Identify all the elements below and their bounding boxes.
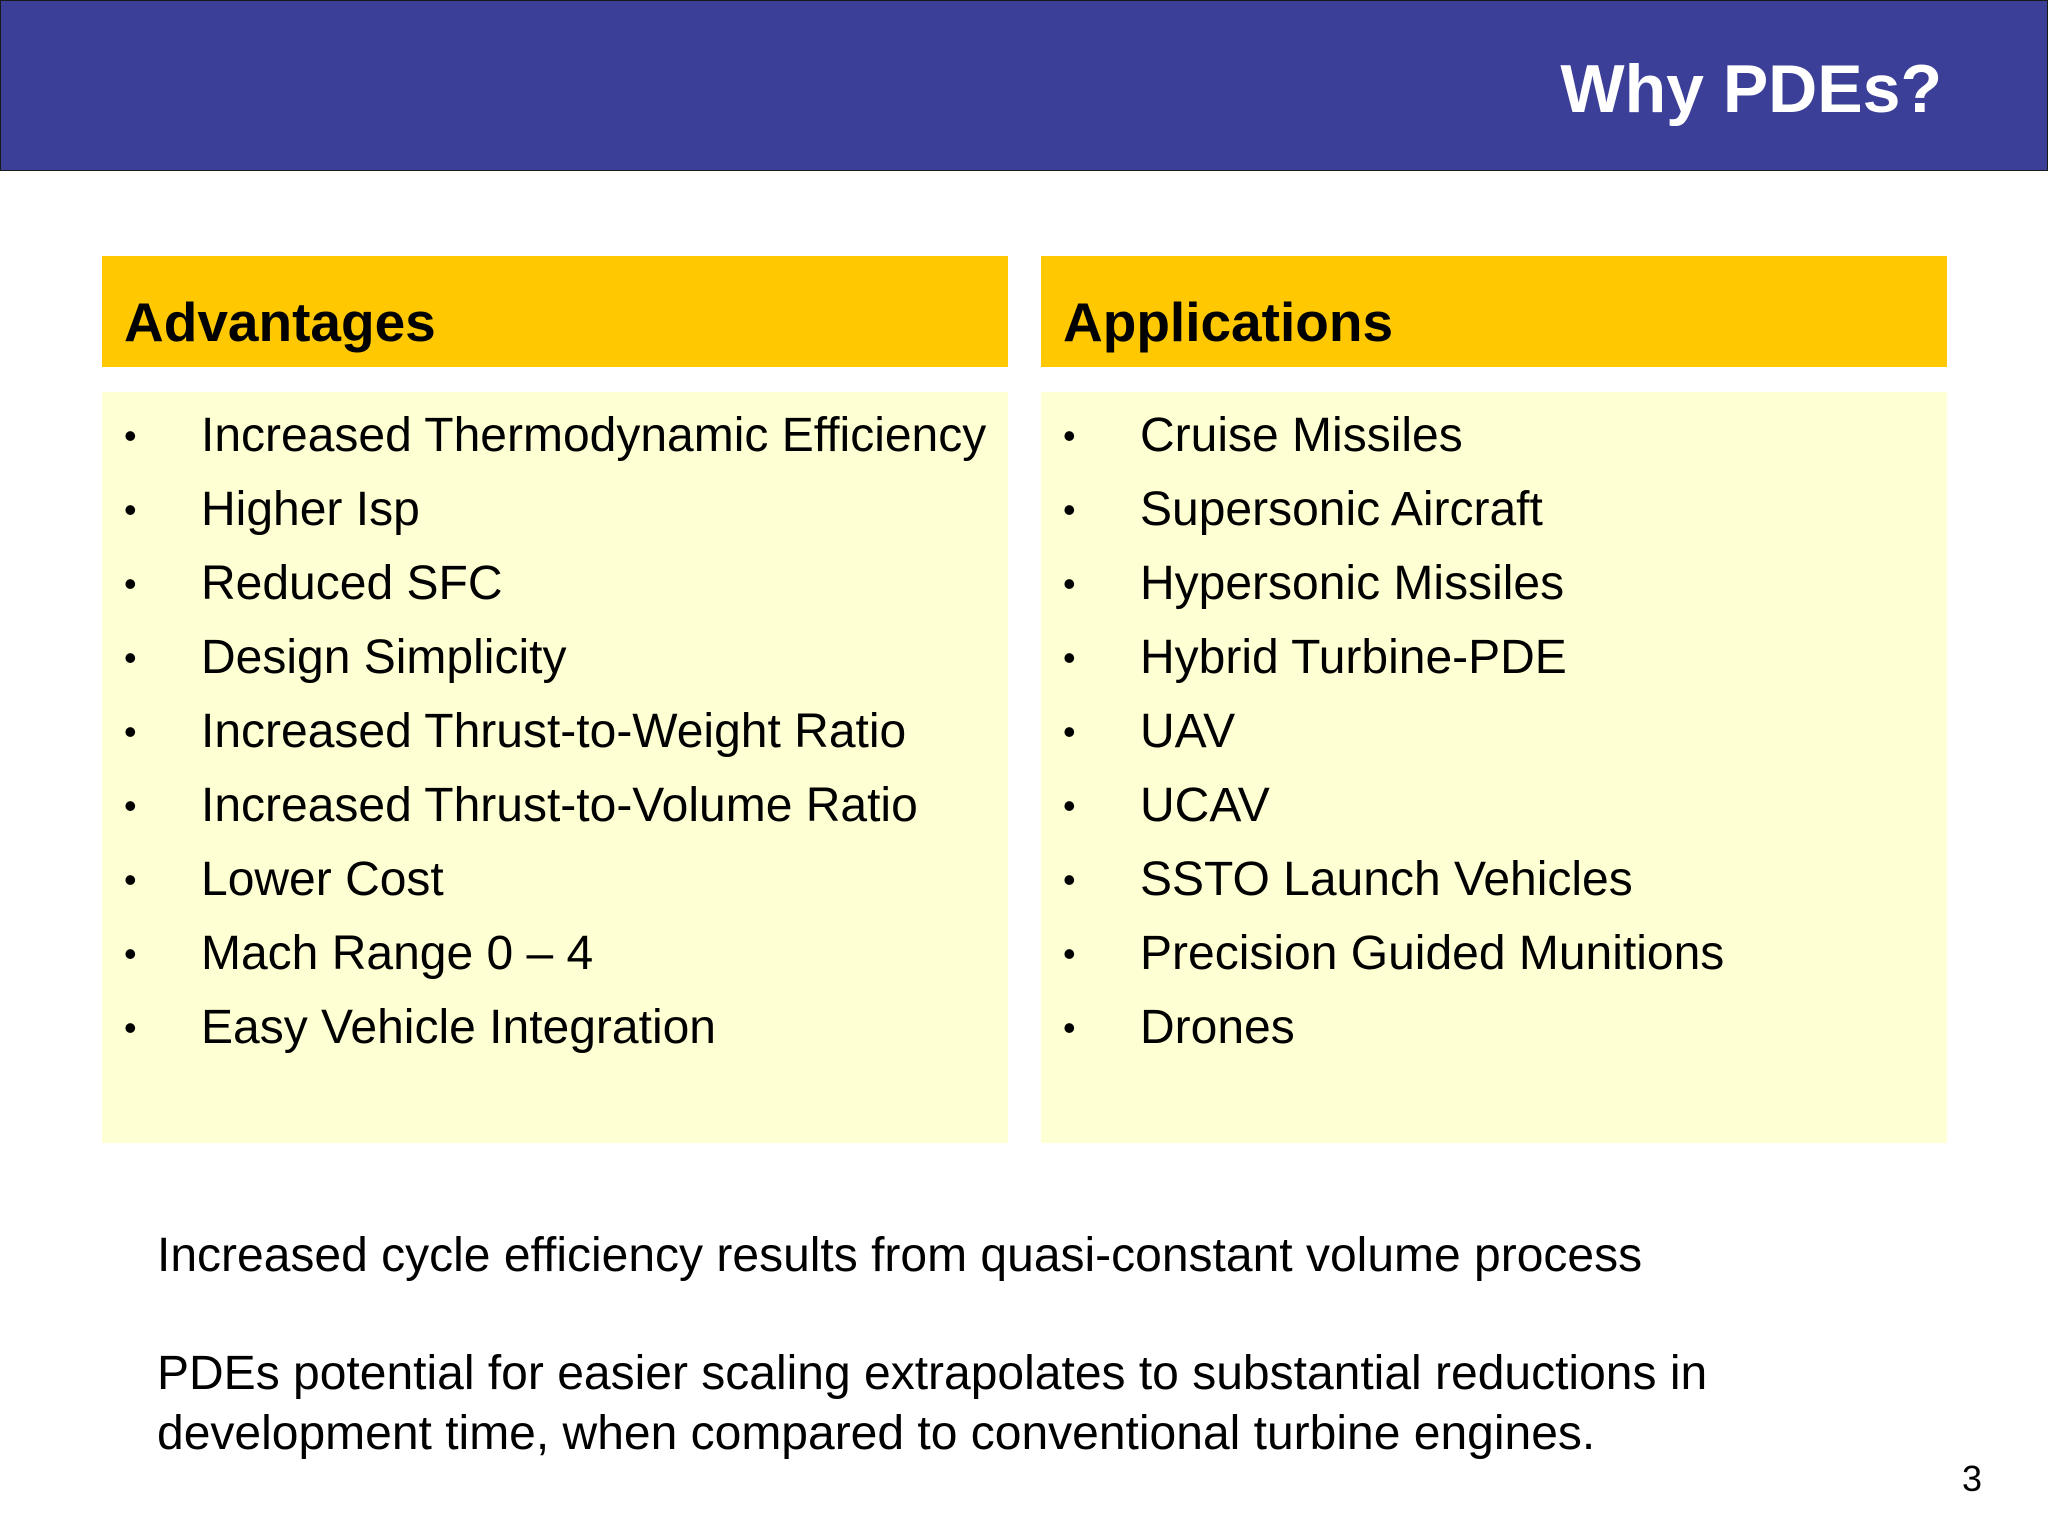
advantages-heading: Advantages	[124, 291, 436, 353]
list-item	[102, 480, 1008, 540]
list-item-text: Mach Range 0 – 4	[201, 927, 594, 980]
list-item-text: Easy Vehicle Integration	[201, 1001, 716, 1054]
bullet-icon: •	[124, 489, 137, 530]
advantages-panel	[102, 392, 1008, 1143]
list-item-text: Higher Isp	[201, 483, 420, 536]
slide-title: Why PDEs?	[1560, 51, 1942, 127]
list-item	[1041, 776, 1947, 836]
list-item-text: SSTO Launch Vehicles	[1140, 853, 1633, 906]
applications-list	[1041, 406, 1947, 1072]
bullet-icon: •	[1063, 637, 1076, 678]
list-item-text: Drones	[1140, 1001, 1295, 1054]
bullet-icon: •	[124, 859, 137, 900]
bullet-icon: •	[124, 711, 137, 752]
list-item-text: Increased Thrust-to-Volume Ratio	[201, 779, 918, 832]
bullet-icon: •	[1063, 711, 1076, 752]
title-bar	[0, 0, 2048, 171]
list-item	[102, 554, 1008, 614]
bullet-icon: •	[124, 415, 137, 456]
bullet-icon: •	[1063, 415, 1076, 456]
cycle-efficiency-note: Increased cycle efficiency results from quasi-constant volume process	[157, 1229, 1643, 1282]
bullet-icon: •	[1063, 1007, 1076, 1048]
list-item	[1041, 702, 1947, 762]
list-item-text: UAV	[1140, 705, 1236, 758]
list-item	[102, 850, 1008, 910]
bullet-icon: •	[124, 1007, 137, 1048]
list-item	[1041, 628, 1947, 688]
list-item-text: Increased Thermodynamic Efficiency	[201, 409, 987, 462]
list-item	[102, 406, 1008, 466]
page-number: 3	[1961, 1458, 1982, 1499]
list-item-text: Precision Guided Munitions	[1140, 927, 1725, 980]
list-item	[102, 702, 1008, 762]
scaling-note: PDEs potential for easier scaling extrapolates to substantial reductions in development time, when compared to conventional turbine engines.	[157, 1347, 1708, 1460]
list-item-text: Lower Cost	[201, 853, 444, 906]
list-item	[102, 998, 1008, 1058]
advantages-list	[102, 406, 1008, 1072]
list-item-text: Hybrid Turbine-PDE	[1140, 631, 1567, 684]
bullet-icon: •	[1063, 859, 1076, 900]
list-item	[1041, 998, 1947, 1058]
list-item-text: Design Simplicity	[201, 631, 567, 684]
bullet-icon: •	[1063, 785, 1076, 826]
bullet-icon: •	[124, 637, 137, 678]
applications-header	[1041, 256, 1947, 367]
list-item	[1041, 406, 1947, 466]
list-item-text: Supersonic Aircraft	[1140, 483, 1543, 536]
list-item	[1041, 850, 1947, 910]
bullet-icon: •	[124, 563, 137, 604]
bullet-icon: •	[124, 785, 137, 826]
applications-panel	[1041, 392, 1947, 1143]
list-item	[1041, 480, 1947, 540]
list-item-text: Hypersonic Missiles	[1140, 557, 1565, 610]
bullet-icon: •	[124, 933, 137, 974]
list-item	[1041, 554, 1947, 614]
list-item	[102, 628, 1008, 688]
applications-heading: Applications	[1063, 291, 1394, 353]
list-item-text: Cruise Missiles	[1140, 409, 1463, 462]
bullet-icon: •	[1063, 933, 1076, 974]
list-item	[102, 776, 1008, 836]
list-item-text: Increased Thrust-to-Weight Ratio	[201, 705, 907, 758]
bullet-icon: •	[1063, 563, 1076, 604]
list-item	[1041, 924, 1947, 984]
list-item-text: UCAV	[1140, 779, 1270, 832]
list-item	[102, 924, 1008, 984]
advantages-header	[102, 256, 1008, 367]
bullet-icon: •	[1063, 489, 1076, 530]
list-item-text: Reduced SFC	[201, 557, 503, 610]
